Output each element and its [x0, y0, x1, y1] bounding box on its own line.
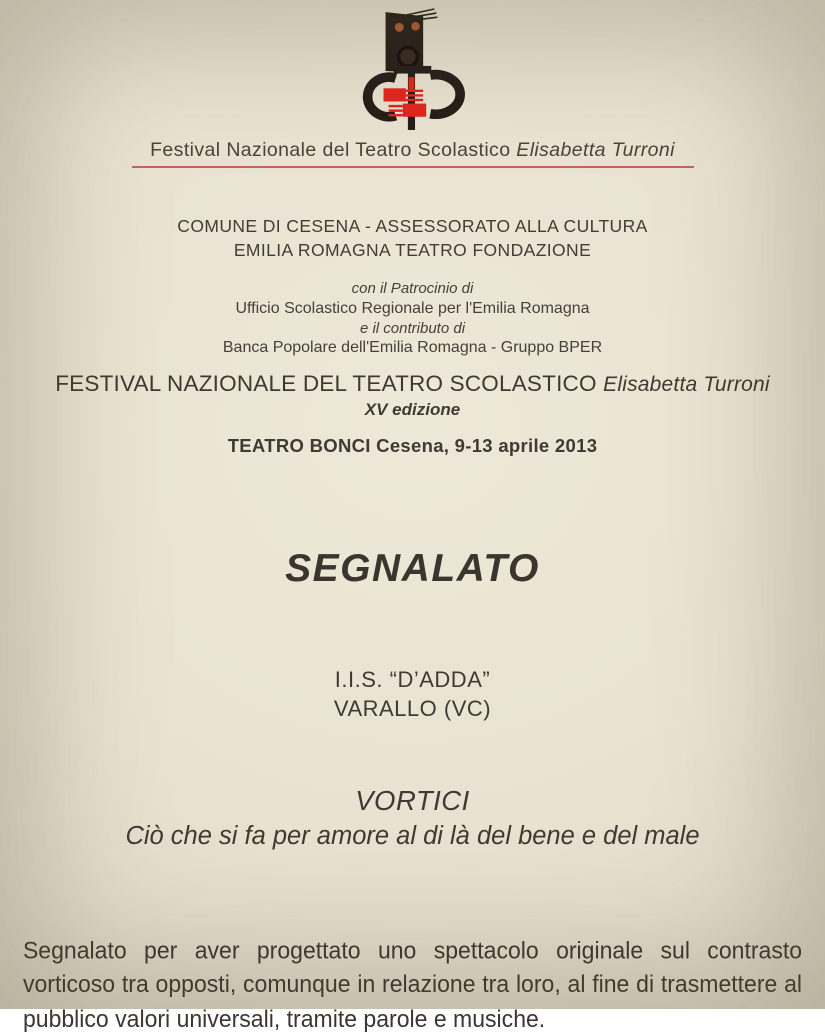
school-city: VARALLO (VC) — [333, 696, 492, 722]
festival-edition: XV edizione — [364, 400, 461, 420]
venue-theatre: TEATRO BONCI — [227, 435, 371, 457]
patronage-intro-2: e il contributo di — [359, 319, 466, 337]
organizers-block — [0, 214, 825, 262]
school-name: I.I.S. “D’ADDA” — [334, 667, 491, 693]
left-eye-icon — [394, 23, 403, 32]
school-block — [0, 665, 825, 723]
rod-red-segment-icon — [408, 77, 414, 90]
festival-title-main: FESTIVAL NAZIONALE DEL TEATRO SCOLASTICO — [55, 371, 597, 397]
play-subtitle: Ciò che si fa per amore al di là del bene e del male — [125, 822, 700, 851]
patronage-intro-1: con il Patrocinio di — [351, 280, 474, 298]
festival-brand-text: Festival Nazionale del Teatro Scolastico — [150, 139, 511, 161]
award-motivation-text: Segnalato per aver progettato uno spettacolo originale sul contrasto vorticoso tra opposti, comunque in relazione tra loro, al fine di trasmettere al pubblico valori universali, tramite parole e musiche. — [22, 937, 803, 1032]
red-underline-rule — [132, 166, 694, 168]
upper-red-block-icon — [383, 88, 405, 101]
mouth-ring-icon — [398, 47, 417, 66]
award-label: SEGNALATO — [285, 547, 540, 591]
venue-date: Cesena, 9-13 aprile 2013 — [376, 435, 598, 457]
patronage-block — [0, 279, 825, 358]
festival-brand-name: Elisabetta Turroni — [516, 139, 675, 161]
right-eye-icon — [411, 22, 420, 31]
venue-line — [0, 435, 825, 457]
festival-book-figure-logo-icon — [354, 8, 472, 132]
organizer-line-1: COMUNE DI CESENA - ASSESSORATO ALLA CULTURA — [177, 216, 648, 236]
shoulder-bar-icon — [393, 66, 431, 74]
festival-title-line — [0, 371, 825, 397]
lower-red-block-icon — [402, 104, 425, 117]
organizer-line-2: EMILIA ROMAGNA TEATRO FONDAZIONE — [233, 240, 592, 261]
festival-title-name: Elisabetta Turroni — [603, 373, 770, 397]
festival-brand-line — [0, 139, 825, 162]
patronage-body-1: Ufficio Scolastico Regionale per l'Emilia Romagna — [235, 299, 590, 317]
play-title: VORTICI — [355, 785, 470, 817]
right-ring-arc-icon — [430, 75, 460, 115]
patronage-body-2: Banca Popolare dell'Emilia Romagna - Gruppo BPER — [222, 339, 603, 357]
